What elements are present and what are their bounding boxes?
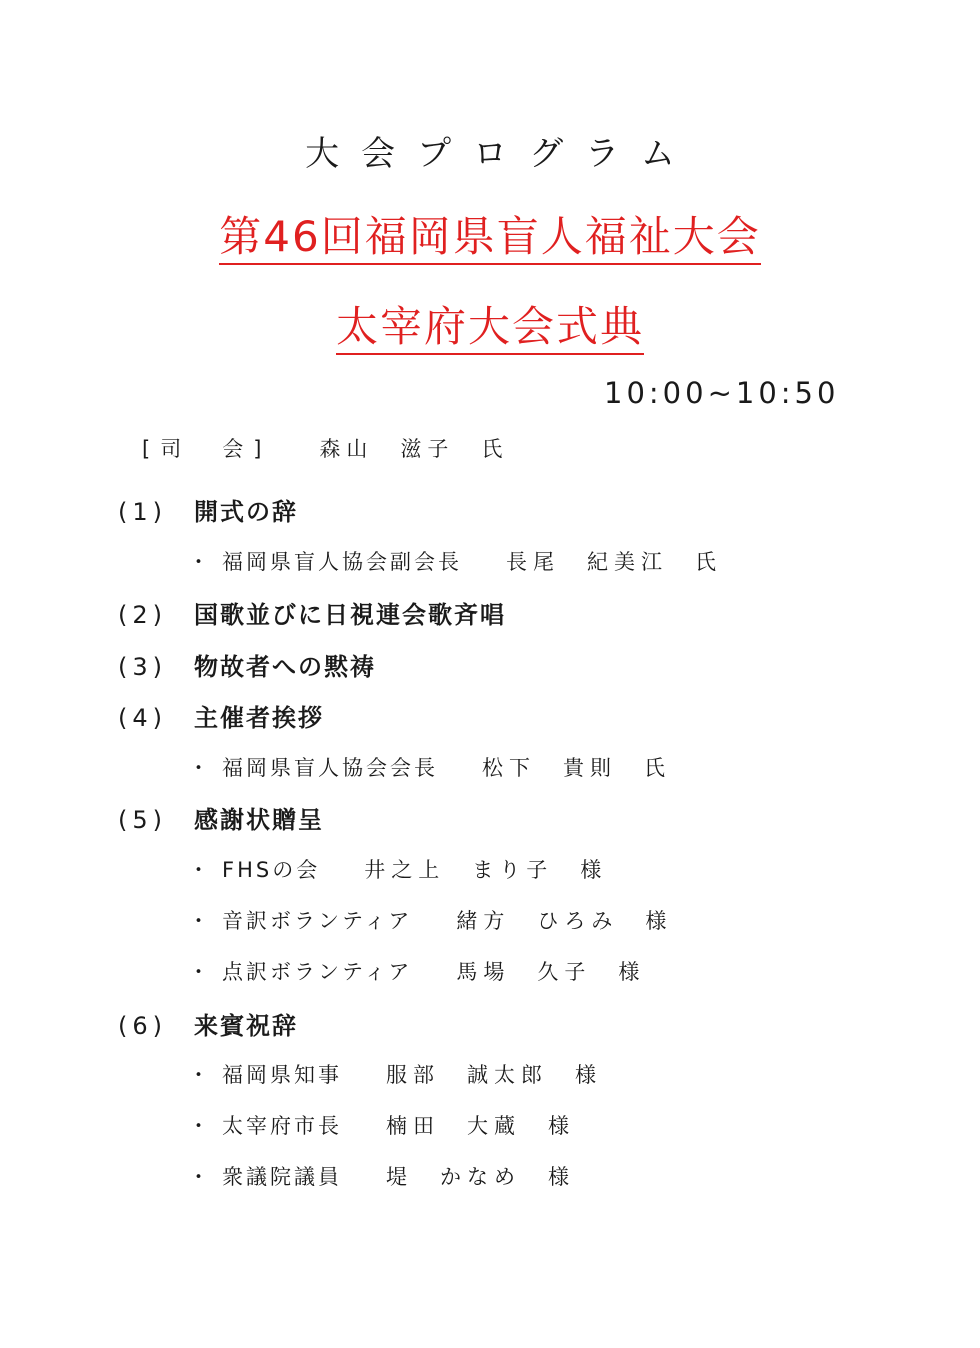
- mc-name: 森山 滋子 氏: [319, 437, 509, 461]
- subitem-name: 堤 かなめ 様: [386, 1165, 575, 1189]
- program-item: [118, 698, 324, 733]
- bullet-icon: ・: [188, 1063, 212, 1087]
- subitem-name: 井之上 まり子 様: [364, 858, 608, 882]
- subitem-name: 松下 貴則 氏: [482, 756, 671, 780]
- item-number: (1): [118, 498, 167, 526]
- subitem-role: 衆議院議員: [222, 1165, 342, 1189]
- program-item: [118, 647, 376, 682]
- event-title: [0, 204, 980, 264]
- subitem-role: 音訳ボランティア: [222, 909, 413, 933]
- subitem-name: 楠田 大蔵 様: [386, 1114, 575, 1138]
- subitem-name: 馬場 久子 様: [456, 960, 646, 984]
- item-title: 感謝状贈呈: [194, 806, 324, 834]
- subitem-name: 緒方 ひろみ 様: [456, 909, 673, 933]
- subitem-role: 点訳ボランティア: [222, 960, 413, 984]
- program-heading: 大会プログラム: [305, 134, 697, 174]
- program-item: [118, 800, 324, 835]
- program-subitem: [188, 1161, 575, 1191]
- bullet-icon: ・: [188, 1165, 212, 1189]
- bullet-icon: ・: [188, 1114, 212, 1138]
- item-title: 来賓祝辞: [194, 1012, 298, 1040]
- program-subitem: [188, 752, 671, 782]
- bullet-icon: ・: [188, 858, 212, 882]
- item-title: 開式の辞: [194, 498, 298, 526]
- time-range: 10:00~10:50: [604, 376, 840, 410]
- bullet-icon: ・: [188, 909, 212, 933]
- program-subitem: [188, 1110, 575, 1140]
- subitem-role: FHSの会: [222, 858, 321, 882]
- subitem-role: 福岡県盲人協会会長: [222, 756, 438, 780]
- bullet-icon: ・: [188, 960, 212, 984]
- bullet-icon: ・: [188, 550, 212, 574]
- subitem-name: 服部 誠太郎 様: [386, 1063, 602, 1087]
- program-item: [118, 1006, 298, 1041]
- item-number: (6): [118, 1012, 167, 1040]
- bullet-icon: ・: [188, 756, 212, 780]
- subitem-role: 太宰府市長: [222, 1114, 342, 1138]
- item-number: (4): [118, 704, 167, 732]
- program-subitem: [188, 956, 645, 986]
- program-subitem: [188, 546, 722, 576]
- mc-label: [司 会]: [142, 437, 272, 461]
- program-subitem: [188, 905, 672, 935]
- ceremony-title-text: 太宰府大会式典: [336, 302, 644, 355]
- item-title: 国歌並びに日視連会歌斉唱: [194, 601, 506, 629]
- subitem-role: 福岡県盲人協会副会長: [222, 550, 462, 574]
- program-item: [118, 595, 506, 630]
- program-subitem: [188, 1059, 602, 1089]
- item-number: (2): [118, 601, 167, 629]
- subitem-role: 福岡県知事: [222, 1063, 342, 1087]
- item-title: 物故者への黙祷: [194, 653, 376, 681]
- mc-line: [142, 433, 508, 463]
- item-title: 主催者挨拶: [194, 704, 324, 732]
- event-title-text: 第46回福岡県盲人福祉大会: [219, 212, 760, 265]
- program-subitem: [188, 854, 607, 884]
- program-item: [118, 492, 298, 527]
- ceremony-title: [0, 294, 980, 354]
- subitem-name: 長尾 紀美江 氏: [506, 550, 722, 574]
- item-number: (3): [118, 653, 167, 681]
- item-number: (5): [118, 806, 167, 834]
